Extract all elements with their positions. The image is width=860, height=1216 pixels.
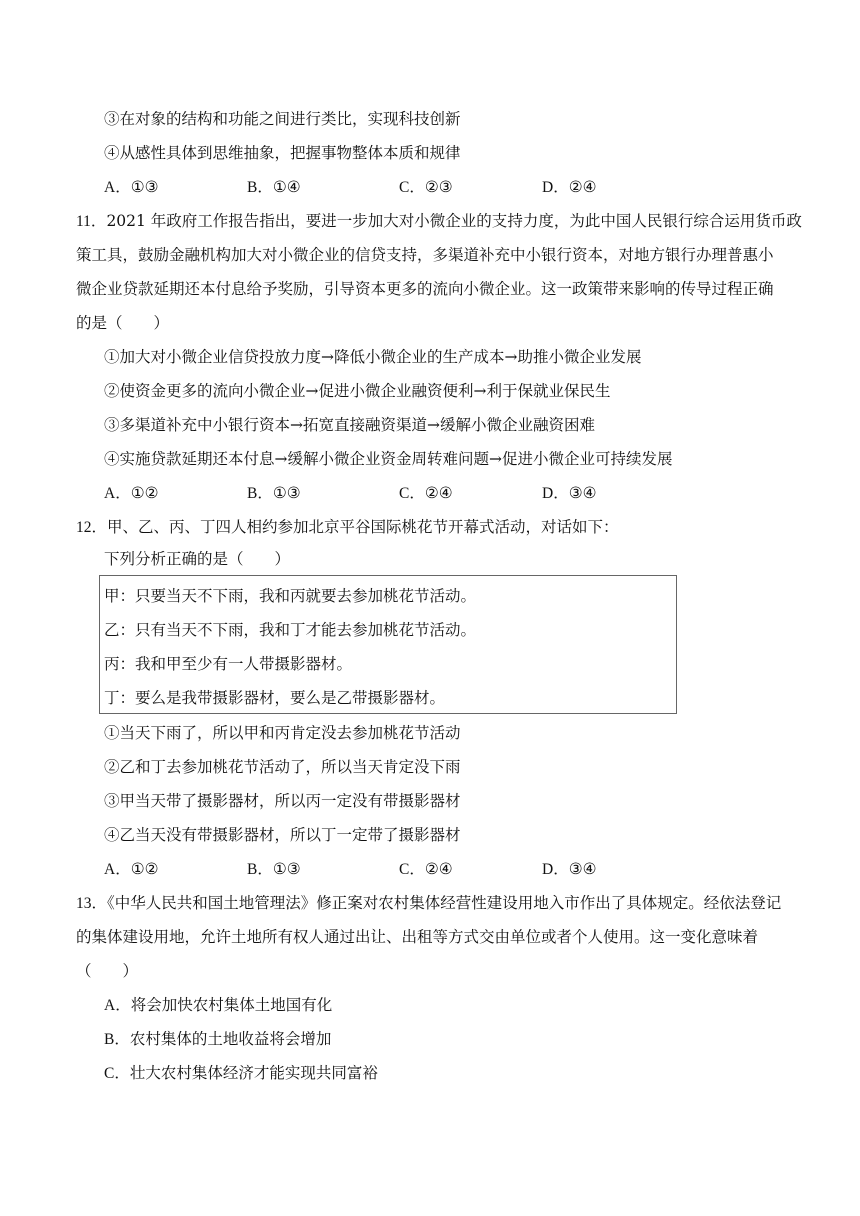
q12-option-d: D．③④ [542,860,597,878]
q13-stem-line-2: 的集体建设用地，允许土地所有权人通过出让、出租等方式交由单位或者个人使用。这一变化意味着 [76,928,759,946]
q10-option-b: B．①④ [247,178,301,196]
q10-option-c: C．②③ [399,178,453,196]
q12-option-a: A．①② [104,860,159,878]
q12-number: 12． [76,519,108,536]
q12-option-c: C．②④ [399,860,453,878]
q13-option-c: C．壮大农村集体经济才能实现共同富裕 [104,1064,378,1082]
q11-stem-line-4: 的是（ ） [76,314,170,332]
q12-item-1: ①当天下雨了，所以甲和丙肯定没去参加桃花节活动 [104,724,461,742]
q10-item-3: ③在对象的结构和功能之间进行类比，实现科技创新 [104,110,461,128]
q13-option-b: B．农村集体的土地收益将会增加 [104,1030,332,1048]
q10-option-a: A．①③ [104,178,159,196]
q11-option-c: C．②④ [399,484,453,502]
q10-item-4: ④从感性具体到思维抽象，把握事物整体本质和规律 [104,144,461,162]
q10-option-d: D．②④ [542,178,597,196]
q13-stem-line-3: （ ） [76,962,139,980]
q12-dialog-ding: 丁：要么是我带摄影器材，要么是乙带摄影器材。 [104,689,446,707]
q11-option-d: D．③④ [542,484,597,502]
q13-number: 13． [76,895,108,912]
q13-option-a: A．将会加快农村集体土地国有化 [104,996,333,1014]
q11-option-a: A．①② [104,484,159,502]
q13-stem-line-1: 13．《中华人民共和国土地管理法》修正案对农村集体经营性建设用地入市作出了具体规定。经依法登记 [76,894,782,912]
q12-item-4: ④乙当天没有带摄影器材，所以丁一定带了摄影器材 [104,826,461,844]
q12-item-3: ③甲当天带了摄影器材，所以丙一定没有带摄影器材 [104,792,461,810]
q11-item-2: ②使资金更多的流向小微企业→促进小微企业融资便利→利于保就业保民生 [104,382,611,400]
q12-question: 下列分析正确的是（ ） [104,550,291,568]
q11-item-4: ④实施贷款延期还本付息→缓解小微企业资金周转难问题→促进小微企业可持续发展 [104,450,673,468]
q11-number: 11． [76,213,107,230]
q11-stem-line-3: 微企业贷款延期还本付息给予奖励，引导资本更多的流向小微企业。这一政策带来影响的传导过程正确 [76,280,774,298]
q11-option-b: B．①③ [247,484,301,502]
q12-option-b: B．①③ [247,860,301,878]
q12-item-2: ②乙和丁去参加桃花节活动了，所以当天肯定没下雨 [104,758,461,776]
q12-dialog-box [99,575,677,714]
q11-stem-line-2: 策工具，鼓励金融机构加大对小微企业的信贷支持，多渠道补充中小银行资本，对地方银行办理普惠小 [76,246,774,264]
q12-dialog-yi: 乙：只有当天不下雨，我和丁才能去参加桃花节活动。 [104,621,477,639]
q11-stem-line-1: 11．2021 年政府工作报告指出，要进一步加大对小微企业的支持力度，为此中国人民银行综合运用货币政 [76,212,802,230]
q12-dialog-bing: 丙：我和甲至少有一人带摄影器材。 [104,655,353,673]
q12-stem: 12．甲、乙、丙、丁四人相约参加北京平谷国际桃花节开幕式活动，对话如下： [76,518,619,536]
q12-dialog-jia: 甲：只要当天不下雨，我和丙就要去参加桃花节活动。 [104,587,477,605]
q11-item-3: ③多渠道补充中小银行资本→拓宽直接融资渠道→缓解小微企业融资困难 [104,416,595,434]
q11-item-1: ①加大对小微企业信贷投放力度→降低小微企业的生产成本→助推小微企业发展 [104,348,642,366]
